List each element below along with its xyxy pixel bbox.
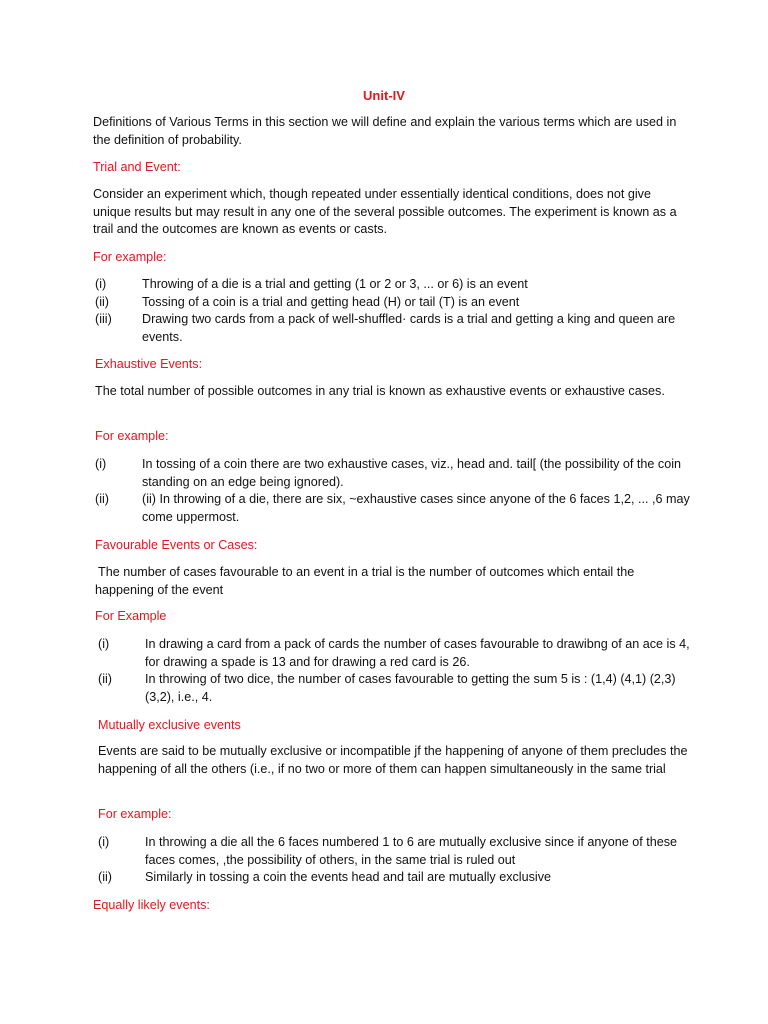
example-heading-mutually-exclusive: For example: [98,807,172,821]
list-item [95,276,695,294]
list-item [95,294,695,312]
example-heading-favourable-events: For Example [95,609,167,623]
section-heading-equally-likely: Equally likely events: [93,898,210,912]
example-list-favourable-events [98,636,698,706]
list-item-text: (ii) In throwing of a die, there are six, ~exhaustive cases since anyone of the 6 faces 1,2, ... ,6 may come uppermost. [142,492,690,524]
list-item-text: Similarly in tossing a coin the events head and tail are mutually exclusive [145,870,552,885]
section-heading-favourable-events: Favourable Events or Cases: [95,538,258,552]
list-item-number: (i) [98,835,110,849]
list-item-number: (iii) [95,312,112,327]
list-item-text: In tossing of a coin there are two exhaustive cases, viz., head and. tail[ (the possibility of the coin standing on an edge being ignored). [142,457,682,489]
section-heading-trial-and-event: Trial and Event: [93,160,181,174]
list-item-number: (ii) [95,492,109,507]
section-body-trial-and-event: Consider an experiment which, though repeated under essentially identical conditions, does not give unique results but may result in any one of the several possible outcomes. The experiment is known as a trail and the outcomes are known as events or casts. [93,187,677,237]
list-item-text: In throwing a die all the 6 faces numbered 1 to 6 are mutually exclusive since if anyone of these faces comes, ,the possibility of others, in the same trial is ruled out [145,835,678,867]
list-item [98,869,698,887]
list-item [95,456,695,491]
list-item-text: In throwing of two dice, the number of cases favourable to getting the sum 5 is : (1,4) (4,1) (2,3) (3,2), i.e., 4. [145,672,676,704]
list-item [95,491,695,526]
section-body-favourable-events: The number of cases favourable to an event in a trial is the number of outcomes which entail the happening of the event [95,565,635,597]
page-title: Unit-IV [363,88,405,103]
list-item-number: (ii) [95,294,109,309]
list-item-text: Drawing two cards from a pack of well-shuffled· cards is a trial and getting a king and queen are events. [142,312,676,344]
list-item-number: (ii) [98,672,112,687]
example-list-exhaustive-events [95,456,695,526]
list-item-text: Tossing of a coin is a trial and getting head (H) or tail (T) is an event [142,294,520,309]
example-list-mutually-exclusive [98,834,698,887]
list-item [95,311,695,346]
list-item-text: In drawing a card from a pack of cards the number of cases favourable to drawibng of an ace is 4, for drawing a spade is 13 and for drawing a red card is 26. [145,637,690,669]
section-heading-exhaustive-events: Exhaustive Events: [95,357,203,371]
example-heading-trial-and-event: For example: [93,250,167,264]
list-item [98,636,698,671]
section-heading-mutually-exclusive: Mutually exclusive events [98,718,241,732]
list-item-number: (i) [98,637,110,651]
section-body-exhaustive-events: The total number of possible outcomes in any trial is known as exhaustive events or exhaustive cases. [95,384,665,398]
section-body-mutually-exclusive: Events are said to be mutually exclusive or incompatible jf the happening of anyone of them precludes the happening of all the others (i.e., if no two or more of them can happen simultaneously in the same trial [98,744,688,776]
list-item-number: (i) [95,457,107,471]
list-item-number: (i) [95,277,107,291]
list-item [98,671,698,706]
example-heading-exhaustive-events: For example: [95,429,169,443]
list-item [98,834,698,869]
list-item-number: (ii) [98,870,112,885]
example-list-trial-and-event [95,276,695,346]
list-item-text: Throwing of a die is a trial and getting (1 or 2 or 3, ... or 6) is an event [142,277,528,291]
intro-paragraph: Definitions of Various Terms in this section we will define and explain the various terms which are used in the definition of probability. [93,115,677,147]
